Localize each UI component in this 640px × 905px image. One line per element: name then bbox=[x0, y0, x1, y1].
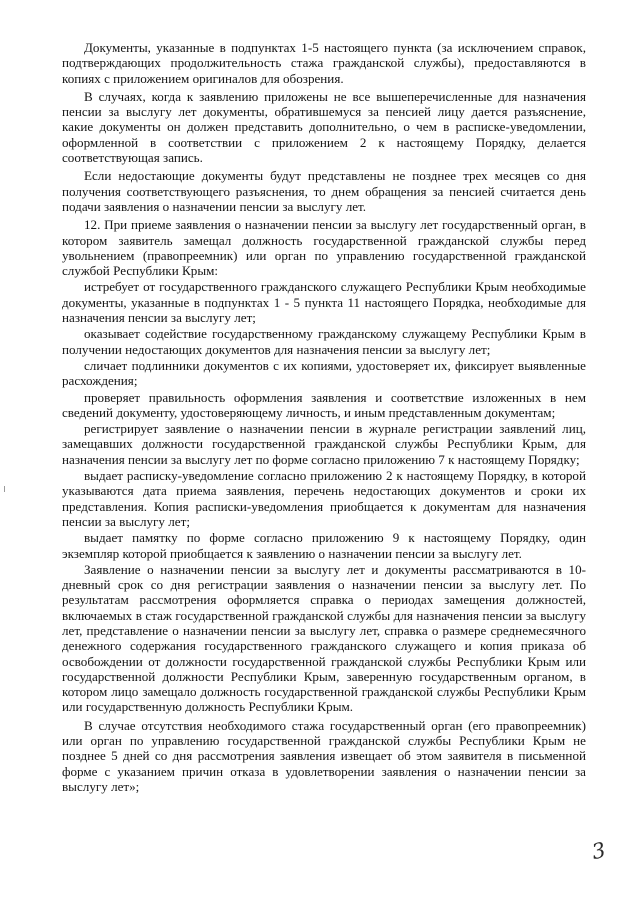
paragraph-missing-documents: В случаях, когда к заявлению приложены не все вышеперечисленные для назначения пенсии за выслугу лет документы, обратившемуся за пенсией лицу дается разъяснение, какие документы он должен представить дополнительно, о чем в расписке-уведомлении, оформленной в соответствии с приложением 2 к настоящему Порядку, делается соответствующая запись. bbox=[62, 88, 586, 166]
paragraph-registers: регистрирует заявление о назначении пенсии в журнале регистрации заявлений лиц, замещавших должности государственной гражданской службы Республики Крым, для назначения пенсии за выслугу лет по форме согласно приложению 7 к настоящему Порядку; bbox=[62, 421, 586, 467]
paragraph-compares-originals: сличает подлинники документов с их копиями, удостоверяет их, фиксирует выявленные расхождения; bbox=[62, 357, 586, 389]
paragraph-three-months: Если недостающие документы будут представлены не позднее трех месяцев со дня получения соответствующего разъяснения, то днем обращения за пенсией считается день подачи заявления о назначении пенсии за выслугу лет. bbox=[62, 168, 586, 214]
paragraph-requests-documents: истребует от государственного гражданского служащего Республики Крым необходимые документы, указанные в подпунктах 1 - 5 пункта 11 настоящего Порядка, необходимые для назначения пенсии за выслугу лет; bbox=[62, 279, 586, 326]
paragraph-checks-correctness: проверяет правильность оформления заявления и соответствие изложенных в нем сведений документу, удостоверяющему личность, и иным представленным документам; bbox=[62, 389, 586, 420]
paragraph-issues-receipt: выдает расписку-уведомление согласно приложению 2 к настоящему Порядку, в которой указываются дата приема заявления, перечень недостающих документов и сроки их представления. Копия расписки-уведомления приобщается к документам для назначения пенсии за выслугу лет; bbox=[62, 468, 586, 529]
paragraph-refusal: В случае отсутствия необходимого стажа государственный орган (его правопреемник) или орган по управлению государственной гражданской службы Республики Крым не позднее 5 дней со дня рассмотрения заявления извещает об этом заявителя в письменной форме с указанием причин отказа в удовлетворении заявления о назначении пенсии за выслугу лет»; bbox=[62, 717, 586, 794]
paragraph-issues-memo: выдает памятку по форме согласно приложению 9 к настоящему Порядку, один экземпляр которой приобщается к заявлению о назначении пенсии за выслугу лет. bbox=[62, 530, 586, 561]
paragraph-review-period: Заявление о назначении пенсии за выслугу лет и документы рассматриваются в 10-дневный срок со дня регистрации заявления о назначении пенсии за выслугу лет. По результатам рассмотрения оформляется справка о периодах замещения должностей, включаемых в стаж государственной гражданской службы для назначения пенсии за выслугу лет, представление о назначении пенсии за выслугу лет, справка о размере среднемесячного денежного содержания государственного гражданского служащего и копия приказа об освобождении от должности государственной гражданской службы Республики Крым или государственной должности Республики Крым, заверенную государственным органом, в котором лицо замещало должность государственной гражданской службы Республики Крым или государственную должность Республики Крым. bbox=[62, 561, 586, 715]
scan-edge-mark bbox=[4, 486, 5, 492]
paragraph-item-12: 12. При приеме заявления о назначении пенсии за выслугу лет государственный орган, в котором заявитель замещал должность государственной гражданской службы перед увольнением (правопреемник) или орган по управлению государственной гражданской службой Республики Крым: bbox=[62, 217, 586, 279]
handwritten-page-number: 3 bbox=[589, 837, 608, 865]
paragraph-assists: оказывает содействие государственному гражданскому служащему Республики Крым в получении недостающих документов для назначения пенсии за выслугу лет; bbox=[62, 326, 586, 357]
document-body bbox=[62, 40, 586, 795]
paragraph-documents-copies: Документы, указанные в подпунктах 1-5 настоящего пункта (за исключением справок, подтверждающих продолжительность стажа гражданской службы), предоставляются в копиях с приложением оригиналов для обозрения. bbox=[62, 40, 586, 86]
